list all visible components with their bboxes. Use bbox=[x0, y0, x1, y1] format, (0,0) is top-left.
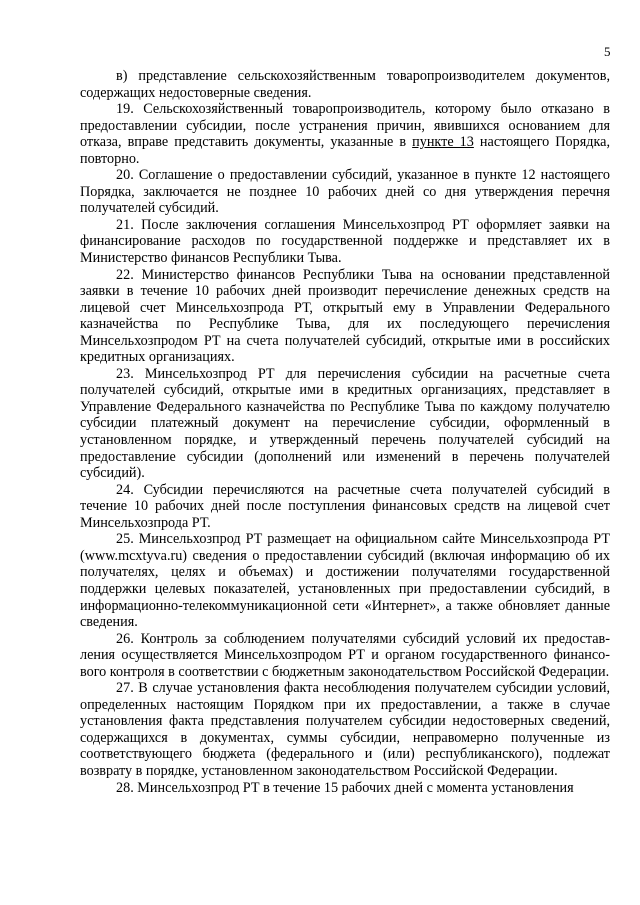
paragraph-18v: в) представление сельскохозяйственным товаропроизводителем документов, содержащих недостоверные сведения. bbox=[80, 68, 610, 101]
paragraph-19 bbox=[80, 101, 610, 167]
paragraph-19-text-before: 19. Сельскохозяйственный товаропроизводитель, которому было отказано в предоставлении субсидии, после устранения причин, явившихся основанием для отказа, вправе представить документы, указанные в bbox=[80, 101, 610, 151]
paragraph-20: 20. Соглашение о предоставлении субсидий, указанное в пункте 12 настоящего Порядка, заключается не позднее 10 рабочих дней со дня утверждения перечня получателей субсидий. bbox=[80, 167, 610, 217]
page-number: 5 bbox=[604, 44, 611, 59]
point-13-link[interactable]: пункте 13 bbox=[412, 134, 474, 151]
paragraph-22: 22. Министерство финансов Республики Тыва на основании представленной заявки в течение 10 рабочих дней производит перечисление денежных средств на лицевой счет Минсельхозпрода РТ, открытый ему в Управлении Федерального казначейства по Республике Тыва, для их последующего перечисления Минсельхозпродом РТ на счета получателей субсидий, открытые ими в российских кредитных организациях. bbox=[80, 266, 610, 366]
document-body bbox=[80, 68, 610, 796]
paragraph-24: 24. Субсидии перечисляются на расчетные счета получателей субсидий в течение 10 рабочих дней после поступления финансовых средств на лицевой счет Минсельхозпрода РТ. bbox=[80, 481, 610, 531]
paragraph-25: 25. Минсельхозпрод РТ размещает на официальном сайте Минсельхозпрода РТ (www.mcxtyva.ru) сведения о предоставлении субсидий (включая информацию об их получателях, целях и объемах) и достижении получателями государственной поддержки целевых показателей, установленных при предоставлении субсидий, в информационно-телекоммуникационной сети «Интернет», а также обновляет данные сведения. bbox=[80, 531, 610, 631]
paragraph-23: 23. Минсельхозпрод РТ для перечисления субсидии на расчетные счета получателей субсидий, открытые ими в кредитных организациях, представляет в Управление Федерального казначейства по Республике Тыва по каждому получателю субсидии платежный документ на перечисление субсидии, оформленный в установленном порядке, и утвержденный перечень получателей субсидий на предоставление субсидии (дополнений или изменений в перечень получателей субсидий). bbox=[80, 365, 610, 482]
paragraph-27: 27. В случае установления факта несоблюдения получателем субсидии условий, определенных настоящим Порядком при их предоставлении, а также в случае установления факта представления получателем субсидии недостоверных сведений, содержащихся в документах, суммы субсидии, неправомерно полученные из соответствующего бюджета (федерального и (или) республиканского), подлежат возврату в порядке, установленном законодательством Российской Федерации. bbox=[80, 680, 610, 779]
paragraph-26: 26. Контроль за соблюдением получателями субсидий условий их предоставления осуществляется Минсельхозпродом РТ и органом государственного финансового контроля в соответствии с бюджетным законодательством Российской Федерации. bbox=[80, 630, 610, 680]
paragraph-21: 21. После заключения соглашения Минсельхозпрод РТ оформляет заявки на финансирование расходов по государственной поддержке и представляет их в Министерство финансов Республики Тыва. bbox=[80, 216, 610, 267]
paragraph-19-text-after: настоящего Порядка, повторно. bbox=[80, 134, 611, 167]
paragraph-28: 28. Минсельхозпрод РТ в течение 15 рабочих дней с момента установления bbox=[116, 779, 574, 796]
